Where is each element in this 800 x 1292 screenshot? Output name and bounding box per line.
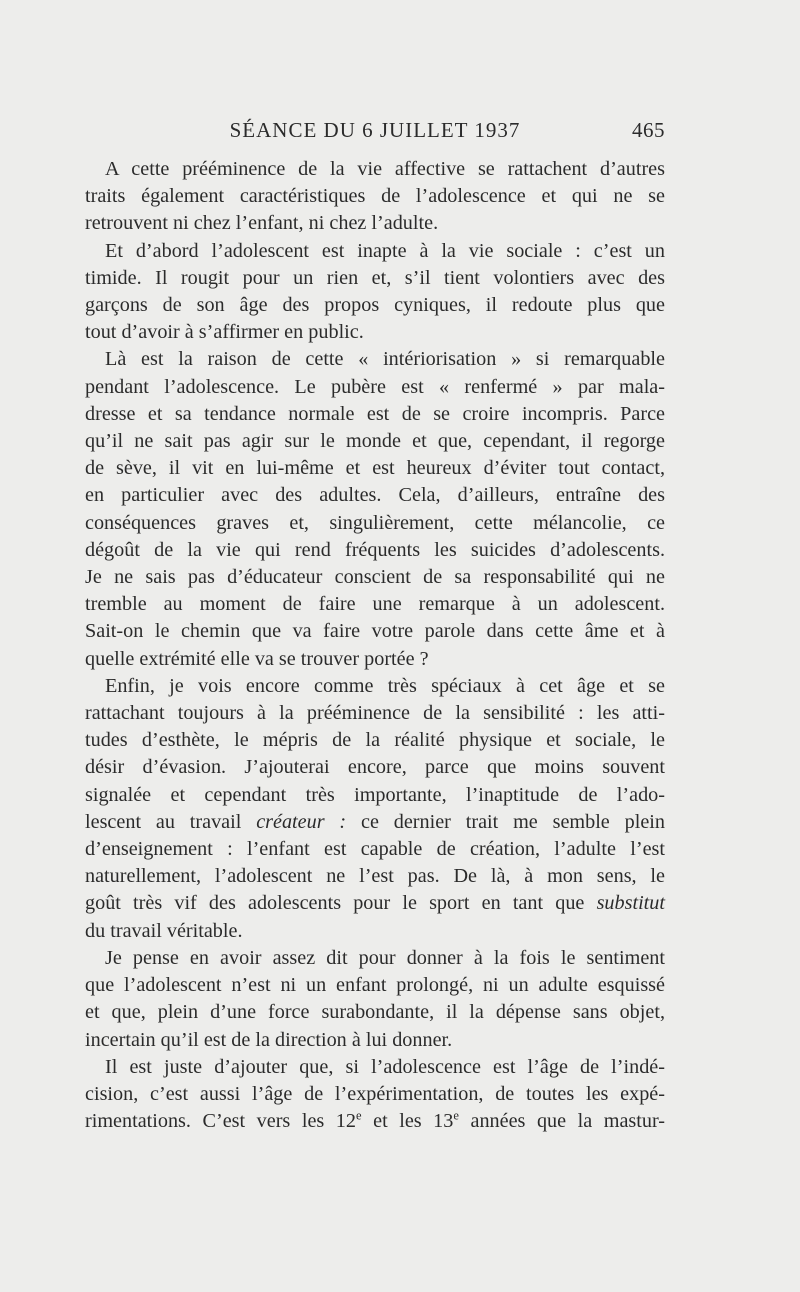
text-line: tudes d’esthète, le mépris de la réalité physique et sociale, le [85,729,665,752]
text-line: tout d’avoir à s’affirmer en public. [85,321,364,344]
paragraph-1 [85,156,665,238]
text-fragment: années que la mastur- [458,1110,666,1133]
text-line: Je pense en avoir assez dit pour donner à la fois le sentiment [105,946,665,969]
text-line [85,1108,665,1135]
text-line: A cette prééminence de la vie affective se rattachent d’autres [105,158,665,180]
text-fragment: lescent au travail [85,810,257,833]
text-line: Là est la raison de cette « intériorisation » si remarquable [105,348,665,371]
paragraph-5 [85,945,665,1054]
text-line: traits également caractéristiques de l’adolescence et qui ne se [85,185,665,208]
text-line: garçons de son âge des propos cyniques, il redoute plus que [85,294,665,317]
text-fragment: ce dernier trait me semble plein [346,810,665,833]
text-block [85,156,665,1135]
text-line: rattachant toujours à la prééminence de la sensibilité : les atti- [85,702,665,725]
text-fragment: rimentations. C’est vers les 12 [85,1110,356,1133]
italic-word: créateur : [256,810,347,833]
text-line: Sait-on le chemin que va faire votre parole dans cette âme et à [85,620,665,643]
text-line: dresse et sa tendance normale est de se croire incompris. Parce [85,402,665,425]
italic-word: substitut [596,892,665,915]
paragraph-2 [85,238,665,347]
superscript: e [453,1108,459,1123]
text-line: du travail véritable. [85,919,243,942]
text-line: désir d’évasion. J’ajouterai encore, parce que moins souvent [85,756,665,779]
text-line: signalée et cependant très importante, l’inaptitude de l’ado- [85,783,665,806]
text-line: retrouvent ni chez l’enfant, ni chez l’adulte. [85,212,439,235]
paragraph-4 [85,673,665,945]
superscript: e [356,1108,362,1123]
paragraph-6 [85,1054,665,1136]
text-line: Et d’abord l’adolescent est inapte à la vie sociale : c’est un [105,239,665,262]
text-line [85,890,665,917]
text-line: de sève, il vit en lui-même et est heureux d’éviter tout contact, [85,457,665,480]
text-line: pendant l’adolescence. Le pubère est « renfermé » par mala- [85,375,665,398]
text-line: d’enseignement : l’enfant est capable de création, l’adulte l’est [85,838,665,861]
text-line [85,809,665,836]
text-line: qu’il ne sait pas agir sur le monde et que, cependant, il regorge [85,430,665,453]
text-line: en particulier avec des adultes. Cela, d’ailleurs, entraîne des [85,484,665,507]
page-number: 465 [632,118,665,142]
running-header [85,118,665,150]
text-line: naturellement, l’adolescent ne l’est pas. De là, à mon sens, le [85,865,665,888]
text-line: quelle extrémité elle va se trouver portée ? [85,647,429,670]
text-line: dégoût de la vie qui rend fréquents les suicides d’adolescents. [85,538,665,561]
text-fragment: et les 13 [361,1110,454,1133]
paragraph-3 [85,346,665,672]
text-line: Il est juste d’ajouter que, si l’adolescence est l’âge de l’indé- [105,1055,665,1078]
text-line: et que, plein d’une force surabondante, il la dépense sans objet, [85,1001,665,1024]
text-line: timide. Il rougit pour un rien et, s’il tient volontiers avec des [85,266,665,289]
text-line: conséquences graves et, singulièrement, cette mélancolie, ce [85,511,665,534]
text-line: Enfin, je vois encore comme très spéciaux à cet âge et se [105,674,665,697]
header-title: SÉANCE DU 6 JUILLET 1937 [229,118,521,142]
text-fragment: goût très vif des adolescents pour le sport en tant que [85,892,597,915]
text-line: Je ne sais pas d’éducateur conscient de sa responsabilité qui ne [85,566,665,589]
text-line: incertain qu’il est de la direction à lui donner. [85,1028,453,1051]
text-line: cision, c’est aussi l’âge de l’expérimentation, de toutes les expé- [85,1082,665,1105]
text-line: que l’adolescent n’est ni un enfant prolongé, ni un adulte esquissé [85,974,665,997]
text-line: tremble au moment de faire une remarque à un adolescent. [85,593,665,616]
